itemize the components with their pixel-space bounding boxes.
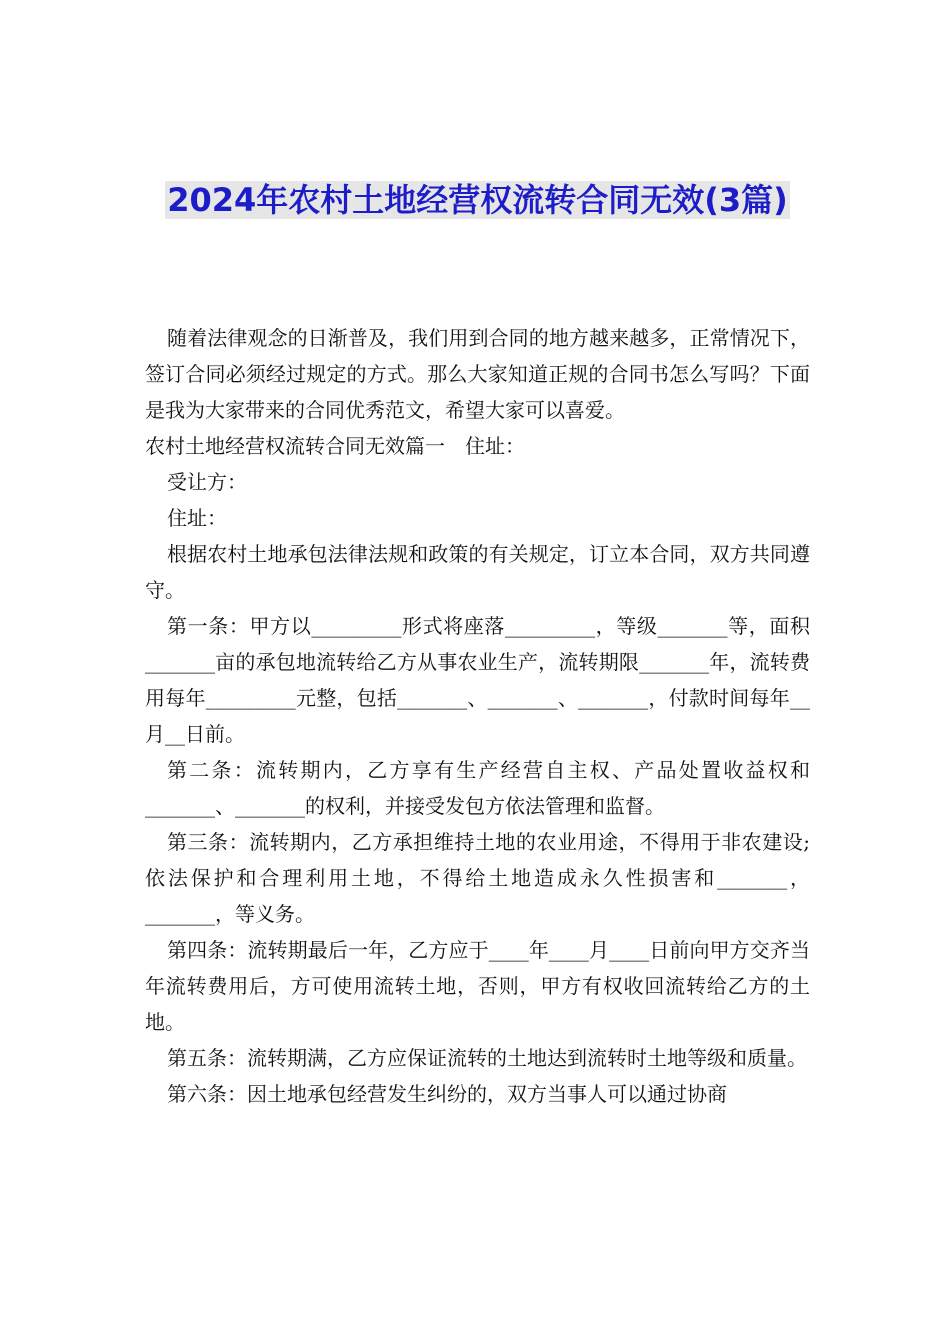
article-1: 第一条：甲方以_________形式将座落_________，等级_______等，面积_______亩的承包地流转给乙方从事农业生产，流转期限_______年，流转费用每年_________元整，包括_______、_______、_______，付款时间每年__月__日前。 xyxy=(145,614,810,746)
basis-paragraph: 根据农村土地承包法律法规和政策的有关规定，订立本合同，双方共同遵守。 xyxy=(145,542,810,602)
article-2: 第二条：流转期内，乙方享有生产经营自主权、产品处置收益权和_______、_______的权利，并接受发包方依法管理和监督。 xyxy=(145,758,810,818)
address-line: 住址： xyxy=(167,506,227,530)
intro-paragraph: 随着法律观念的日渐普及，我们用到合同的地方越来越多，正常情况下，签订合同必须经过规定的方式。那么大家知道正规的合同书怎么写吗？下面是我为大家带来的合同优秀范文，希望大家可以喜爱。 xyxy=(145,326,810,422)
document-body xyxy=(145,320,810,1112)
article-6: 第六条：因土地承包经营发生纠纷的，双方当事人可以通过协商 xyxy=(167,1082,727,1106)
title-text: 2024年农村土地经营权流转合同无效(3篇) xyxy=(167,181,788,219)
section-heading-1: 农村土地经营权流转合同无效篇一 住址： xyxy=(145,434,525,458)
transferee-line: 受让方： xyxy=(167,470,247,494)
article-5: 第五条：流转期满，乙方应保证流转的土地达到流转时土地等级和质量。 xyxy=(167,1046,807,1070)
article-4: 第四条：流转期最后一年，乙方应于____年____月____日前向甲方交齐当年流转费用后，方可使用流转土地，否则，甲方有权收回流转给乙方的土地。 xyxy=(145,938,810,1034)
document-title xyxy=(145,176,810,224)
article-3: 第三条：流转期内，乙方承担维持土地的农业用途，不得用于非农建设;依法保护和合理利用土地，不得给土地造成永久性损害和_______，_______，等义务。 xyxy=(145,830,810,926)
